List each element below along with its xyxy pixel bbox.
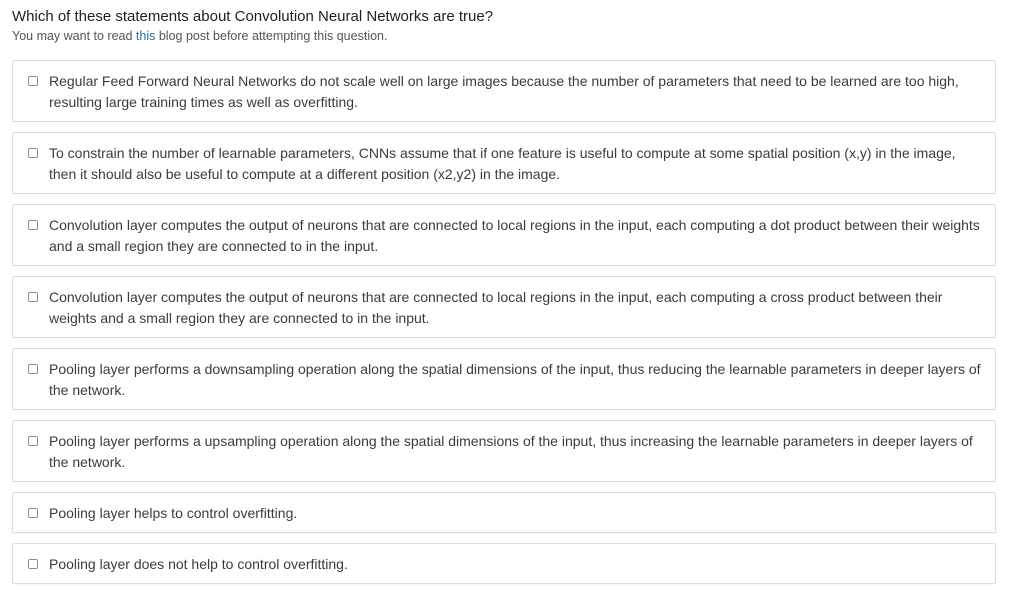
hint-suffix: blog post before attempting this question. <box>155 29 388 43</box>
option-label: Regular Feed Forward Neural Networks do not scale well on large images because the number of parameters that need to be learned are too high, resulting large training times as well as overfitting. <box>49 73 959 110</box>
option-label: Convolution layer computes the output of neurons that are connected to local regions in the input, each computing a cross product between their weights and a small region they are connected to in the input. <box>49 289 943 326</box>
checkbox-icon[interactable] <box>28 148 38 158</box>
blog-post-link[interactable]: this <box>135 29 156 43</box>
option-5[interactable] <box>12 348 996 410</box>
checkbox-icon[interactable] <box>28 508 38 518</box>
option-label: Convolution layer computes the output of neurons that are connected to local regions in the input, each computing a dot product between their weights and a small region they are connected to in the input. <box>49 217 980 254</box>
option-2[interactable] <box>12 132 996 194</box>
hint-prefix: You may want to read <box>12 29 136 43</box>
checkbox-icon[interactable] <box>28 292 38 302</box>
checkbox-icon[interactable] <box>28 559 38 569</box>
option-label: Pooling layer does not help to control overfitting. <box>49 556 348 572</box>
question-hint <box>12 27 387 45</box>
option-label: Pooling layer performs a downsampling operation along the spatial dimensions of the input, thus reducing the learnable parameters in deeper layers of the network. <box>49 361 981 398</box>
option-label: Pooling layer helps to control overfitting. <box>49 505 298 521</box>
option-7[interactable] <box>12 492 996 533</box>
option-4[interactable] <box>12 276 996 338</box>
checkbox-icon[interactable] <box>28 364 38 374</box>
option-6[interactable] <box>12 420 996 482</box>
options-list <box>12 60 996 594</box>
option-8[interactable] <box>12 543 996 584</box>
option-label: To constrain the number of learnable parameters, CNNs assume that if one feature is useful to compute at some spatial position (x,y) in the image, then it should also be useful to compute at a different position (x2,y2) in the image. <box>49 145 956 182</box>
checkbox-icon[interactable] <box>28 76 38 86</box>
question-title: Which of these statements about Convolution Neural Networks are true? <box>12 8 494 25</box>
option-label: Pooling layer performs a upsampling operation along the spatial dimensions of the input, thus increasing the learnable parameters in deeper layers of the network. <box>49 433 973 470</box>
checkbox-icon[interactable] <box>28 436 38 446</box>
checkbox-icon[interactable] <box>28 220 38 230</box>
option-3[interactable] <box>12 204 996 266</box>
option-1[interactable] <box>12 60 996 122</box>
